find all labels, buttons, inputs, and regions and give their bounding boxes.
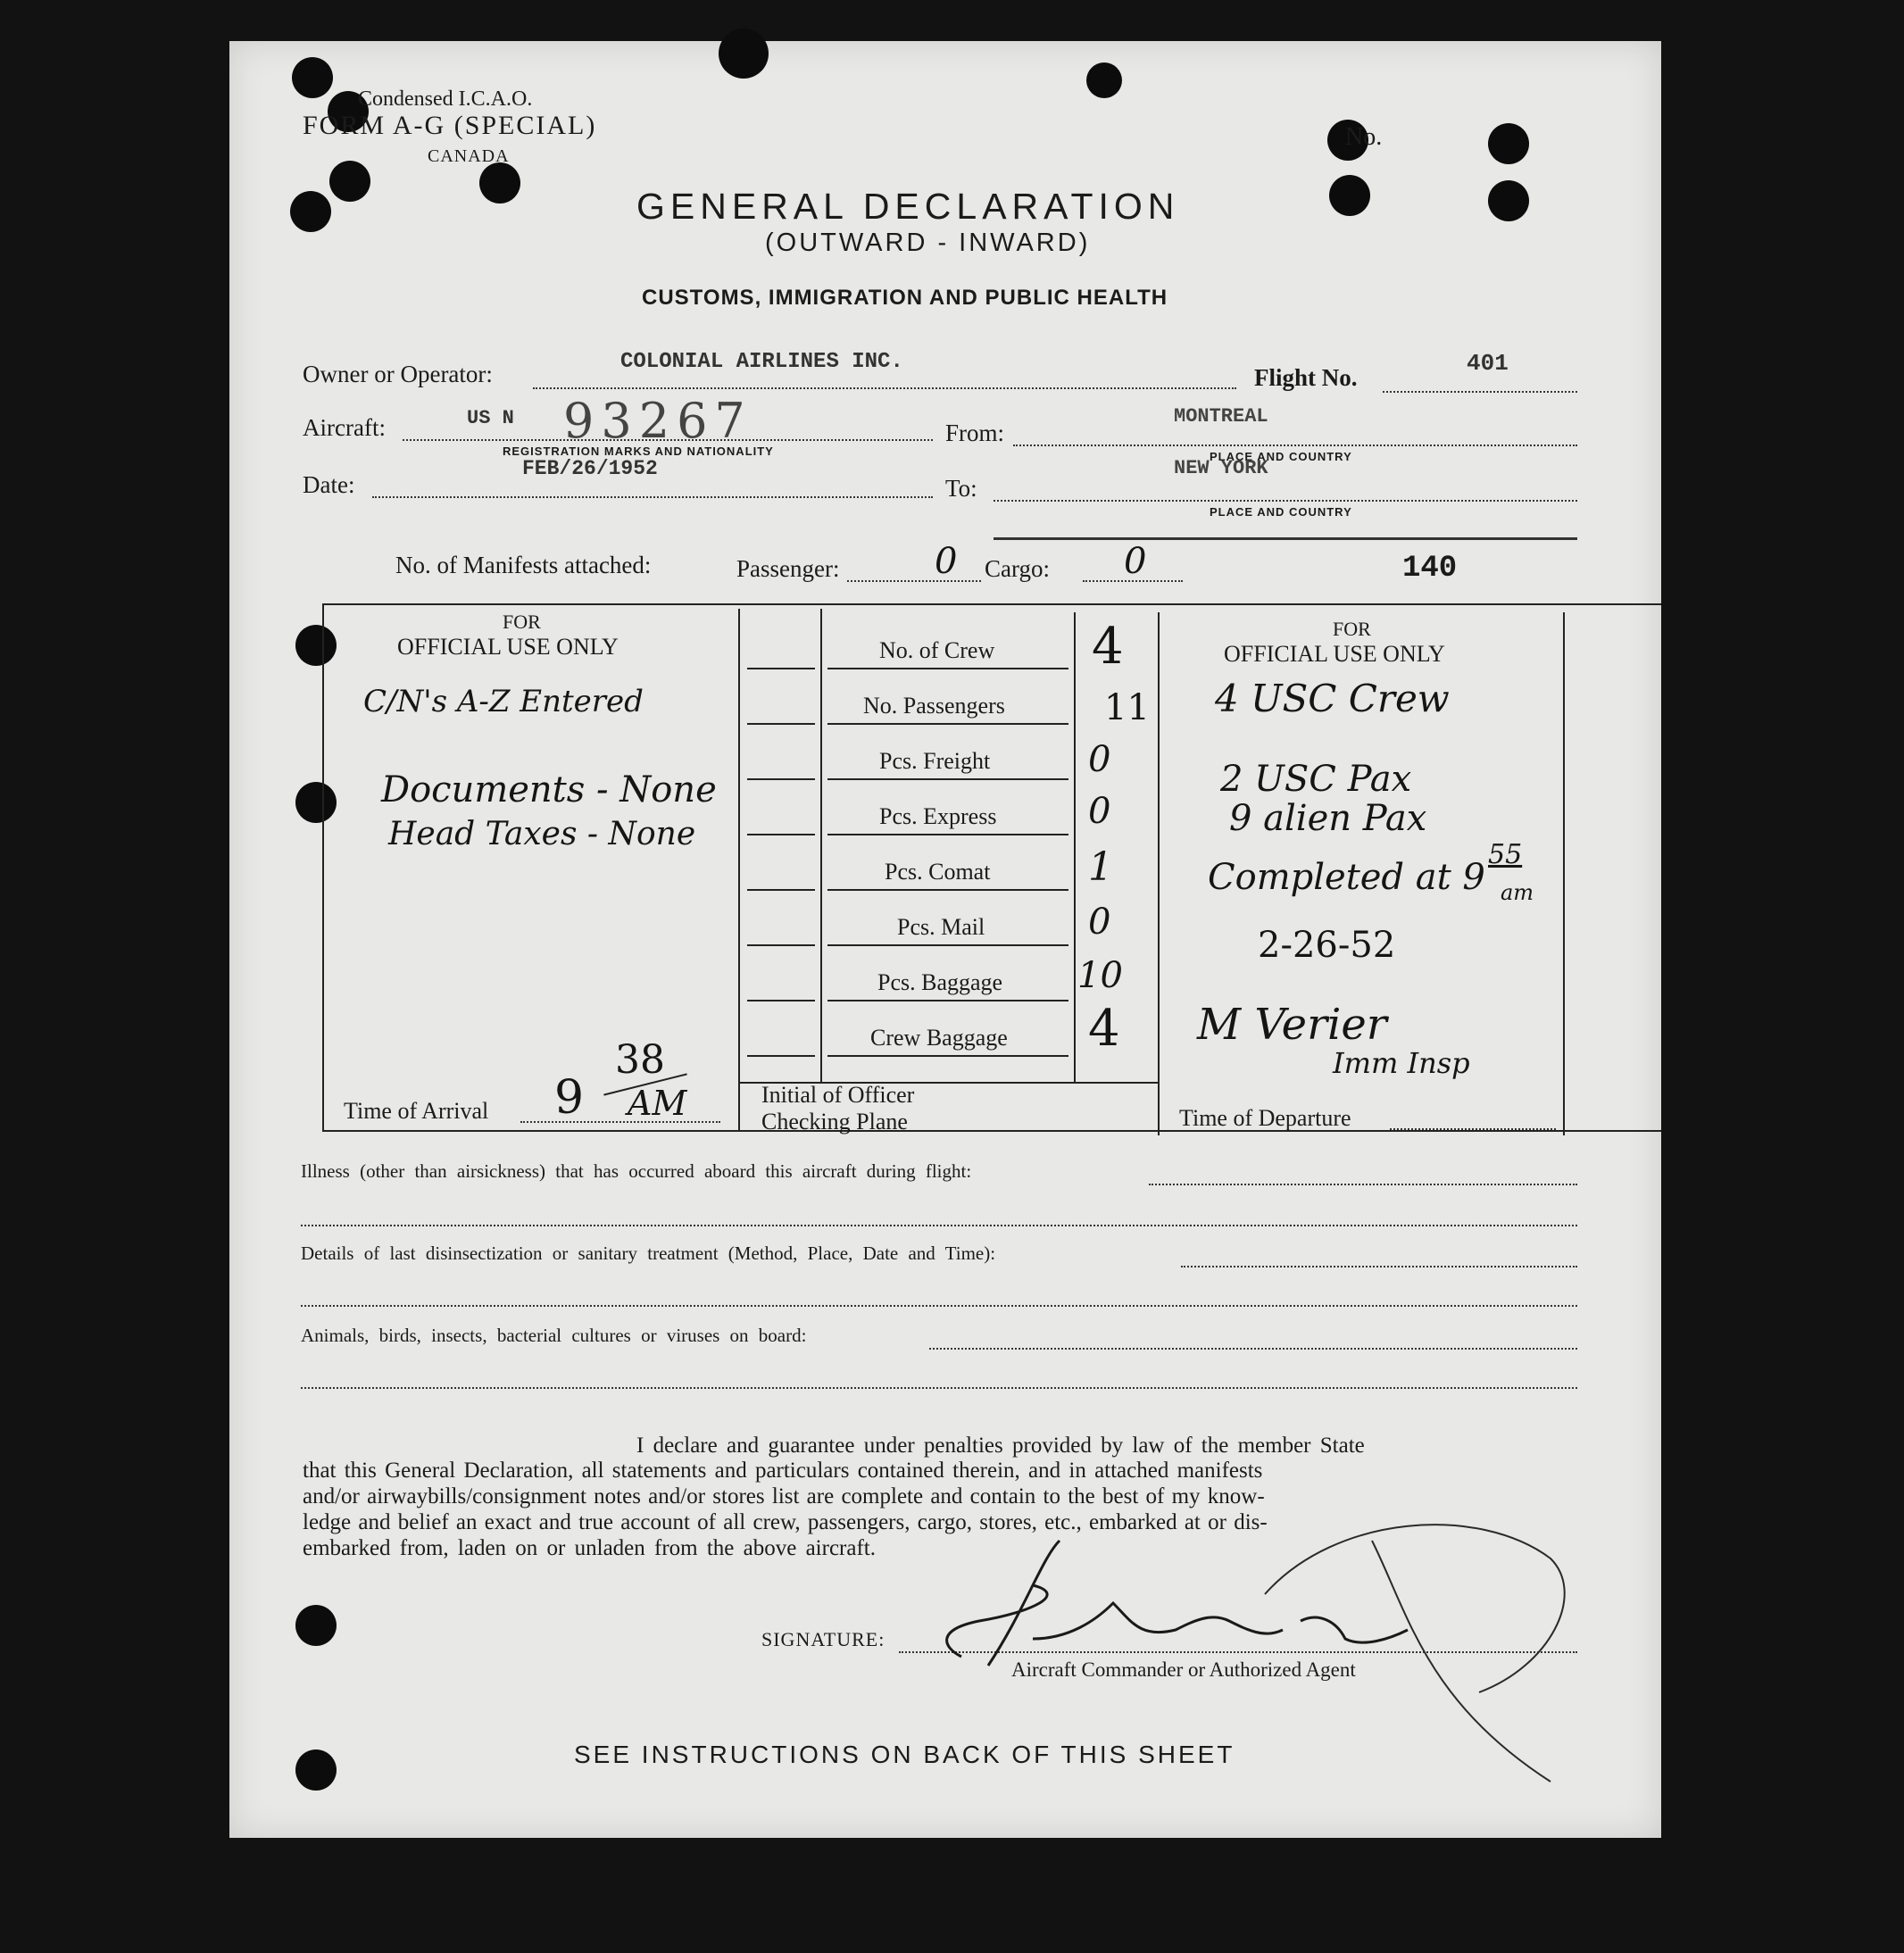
departure-line <box>1390 1128 1556 1130</box>
right-official-use: OFFICIAL USE ONLY <box>1224 641 1445 667</box>
stamp-number: 140 <box>1402 552 1458 586</box>
col-rule <box>747 1055 815 1057</box>
form-name: FORM A-G (SPECIAL) <box>303 111 597 140</box>
passenger-line <box>847 580 981 582</box>
signature-caption: Aircraft Commander or Authorized Agent <box>1011 1658 1356 1681</box>
header-rule <box>994 537 1577 540</box>
count-label-crew: No. of Crew <box>879 637 995 663</box>
no-label: No. <box>1345 123 1383 151</box>
table-divider-1 <box>738 609 740 1130</box>
right-note-usc-pax[interactable]: 2 USC Pax <box>1220 759 1412 800</box>
count-label-crew-baggage: Crew Baggage <box>870 1025 1008 1051</box>
col-rule <box>747 944 815 946</box>
illness-line-2 <box>301 1225 1577 1226</box>
count-value-mail[interactable]: 0 <box>1088 902 1111 943</box>
table-right-border <box>1563 612 1565 1135</box>
count-rule <box>827 1055 1068 1057</box>
punch-hole <box>1488 180 1529 221</box>
col-rule <box>747 723 815 725</box>
left-for: FOR <box>503 611 541 633</box>
count-label-express: Pcs. Express <box>879 803 997 829</box>
punch-hole <box>1086 62 1122 98</box>
count-label-freight: Pcs. Freight <box>879 748 991 774</box>
count-label-baggage: Pcs. Baggage <box>877 969 1003 995</box>
disinsect-label: Details of last disinsectization or sanitary treatment (Method, Place, Date and Time): <box>301 1242 996 1264</box>
right-note-completed[interactable]: Completed at 9 <box>1208 857 1485 898</box>
left-official-use: OFFICIAL USE ONLY <box>397 634 619 660</box>
registration-caption: REGISTRATION MARKS AND NATIONALITY <box>503 445 774 458</box>
table-divider-3 <box>1074 612 1076 1082</box>
illness-line-1 <box>1149 1184 1577 1185</box>
declaration-line-2: that this General Declaration, all statements and particulars contained therein, and in attached manifests <box>303 1459 1263 1483</box>
right-note-date[interactable]: 2-26-52 <box>1258 925 1396 966</box>
departure-label: Time of Departure <box>1179 1105 1351 1131</box>
table-divider-2 <box>820 609 822 1082</box>
signature-label: SIGNATURE: <box>761 1628 885 1650</box>
col-rule <box>747 1000 815 1001</box>
left-note-1[interactable]: C/N's A-Z Entered <box>363 684 644 719</box>
table-left-border <box>322 603 324 1130</box>
count-value-comat[interactable]: 1 <box>1088 844 1113 890</box>
from-value[interactable]: MONTREAL <box>1174 405 1268 428</box>
disinsect-line-2 <box>301 1305 1577 1307</box>
animals-label: Animals, birds, insects, bacterial cultures or viruses on board: <box>301 1325 807 1346</box>
punch-hole <box>719 29 769 79</box>
passenger-value[interactable]: 0 <box>935 541 958 582</box>
flight-label: Flight No. <box>1254 364 1358 391</box>
count-rule <box>827 723 1068 725</box>
initial-officer-line1: Initial of Officer <box>761 1082 915 1108</box>
arrival-ampm[interactable]: AM <box>628 1084 687 1123</box>
form-page <box>229 41 1661 1838</box>
right-note-completed-ampm[interactable]: am <box>1501 880 1534 905</box>
to-value[interactable]: NEW YORK <box>1174 457 1268 479</box>
passenger-label: Passenger: <box>736 555 840 582</box>
count-label-comat: Pcs. Comat <box>885 859 991 885</box>
aircraft-prefix: US N <box>467 407 514 429</box>
flight-value[interactable]: 401 <box>1467 350 1509 377</box>
date-line <box>372 496 933 498</box>
owner-label: Owner or Operator: <box>303 361 493 387</box>
arrival-minutes[interactable]: 38 <box>615 1037 665 1083</box>
from-label: From: <box>945 420 1005 446</box>
date-value[interactable]: FEB/26/1952 <box>522 457 658 480</box>
punch-hole <box>295 1749 337 1791</box>
col-rule <box>747 889 815 891</box>
footer-instructions: SEE INSTRUCTIONS ON BACK OF THIS SHEET <box>574 1741 1235 1768</box>
right-note-alien-pax[interactable]: 9 alien Pax <box>1229 798 1427 839</box>
from-line <box>1013 445 1577 446</box>
count-label-mail: Pcs. Mail <box>897 914 985 940</box>
count-value-freight[interactable]: 0 <box>1088 739 1111 780</box>
col-rule <box>747 778 815 780</box>
arrival-line <box>520 1121 720 1123</box>
table-top-border <box>322 603 1661 605</box>
col-rule <box>747 834 815 835</box>
manifests-label: No. of Manifests attached: <box>395 552 652 578</box>
declaration-line-5: embarked from, laden on or unladen from the above aircraft. <box>303 1536 876 1560</box>
form-subtitle: (OUTWARD - INWARD) <box>765 229 1091 257</box>
left-note-3[interactable]: Head Taxes - None <box>388 816 696 852</box>
count-rule <box>827 1000 1068 1001</box>
to-line <box>994 500 1577 502</box>
count-value-passengers[interactable]: 11 <box>1104 687 1150 728</box>
punch-hole <box>290 191 331 232</box>
count-label-passengers: No. Passengers <box>863 693 1005 719</box>
aircraft-value[interactable]: 93267 <box>563 393 752 449</box>
arrival-hour[interactable]: 9 <box>554 1071 585 1125</box>
animals-line-2 <box>301 1387 1577 1389</box>
punch-hole <box>1329 175 1370 216</box>
date-label: Date: <box>303 471 355 498</box>
to-label: To: <box>945 475 977 502</box>
form-title: GENERAL DECLARATION <box>636 186 1180 227</box>
customs-heading: CUSTOMS, IMMIGRATION AND PUBLIC HEALTH <box>642 286 1168 310</box>
declaration-line-3: and/or airwaybills/consignment notes and/or stores list are complete and contain to the best of my know- <box>303 1484 1265 1508</box>
owner-value[interactable]: COLONIAL AIRLINES INC. <box>620 350 903 374</box>
declaration-line-4: ledge and belief an exact and true account of all crew, passengers, cargo, stores, etc., embarked at or dis- <box>303 1510 1268 1534</box>
right-note-completed-min[interactable]: 55 <box>1488 839 1523 870</box>
col-rule <box>747 668 815 669</box>
owner-line <box>533 387 1236 389</box>
left-note-2[interactable]: Documents - None <box>381 769 717 810</box>
count-value-baggage[interactable]: 10 <box>1077 955 1123 996</box>
place-caption-to: PLACE AND COUNTRY <box>1210 505 1352 519</box>
punch-hole <box>329 161 370 202</box>
declaration-line-1: I declare and guarantee under penalties provided by law of the member State <box>636 1434 1365 1458</box>
cargo-value[interactable]: 0 <box>1124 541 1147 582</box>
form-country: CANADA <box>428 146 510 166</box>
table-divider-4 <box>1158 612 1160 1135</box>
punch-hole <box>295 625 337 666</box>
count-value-express[interactable]: 0 <box>1088 791 1111 832</box>
punch-hole <box>479 162 520 204</box>
count-value-crew-baggage[interactable]: 4 <box>1088 1000 1120 1058</box>
initial-officer-line2: Checking Plane <box>761 1109 908 1134</box>
count-rule <box>827 778 1068 780</box>
condensed-caption: Condensed I.C.A.O. <box>358 87 533 111</box>
table-bottom-border <box>322 1130 1661 1132</box>
count-rule <box>827 944 1068 946</box>
punch-hole <box>292 57 333 98</box>
count-rule <box>827 834 1068 835</box>
aircraft-label: Aircraft: <box>303 414 386 441</box>
right-note-title[interactable]: Imm Insp <box>1333 1046 1470 1080</box>
punch-hole <box>295 1605 337 1646</box>
flight-line <box>1383 391 1577 393</box>
illness-label: Illness (other than airsickness) that has occurred aboard this aircraft during flight: <box>301 1160 972 1182</box>
right-for: FOR <box>1333 618 1371 640</box>
punch-hole <box>1488 123 1529 164</box>
animals-line-1 <box>929 1348 1577 1350</box>
count-value-crew[interactable]: 4 <box>1092 618 1124 676</box>
count-rule <box>827 889 1068 891</box>
arrival-label: Time of Arrival <box>344 1098 489 1124</box>
count-rule <box>827 668 1068 669</box>
right-note-crew[interactable]: 4 USC Crew <box>1215 677 1450 720</box>
punch-hole <box>295 782 337 823</box>
disinsect-line-1 <box>1181 1266 1577 1267</box>
cargo-label: Cargo: <box>985 555 1050 582</box>
place-caption-from: PLACE AND COUNTRY <box>1210 450 1352 463</box>
right-note-officer[interactable]: M Verier <box>1197 1000 1387 1050</box>
